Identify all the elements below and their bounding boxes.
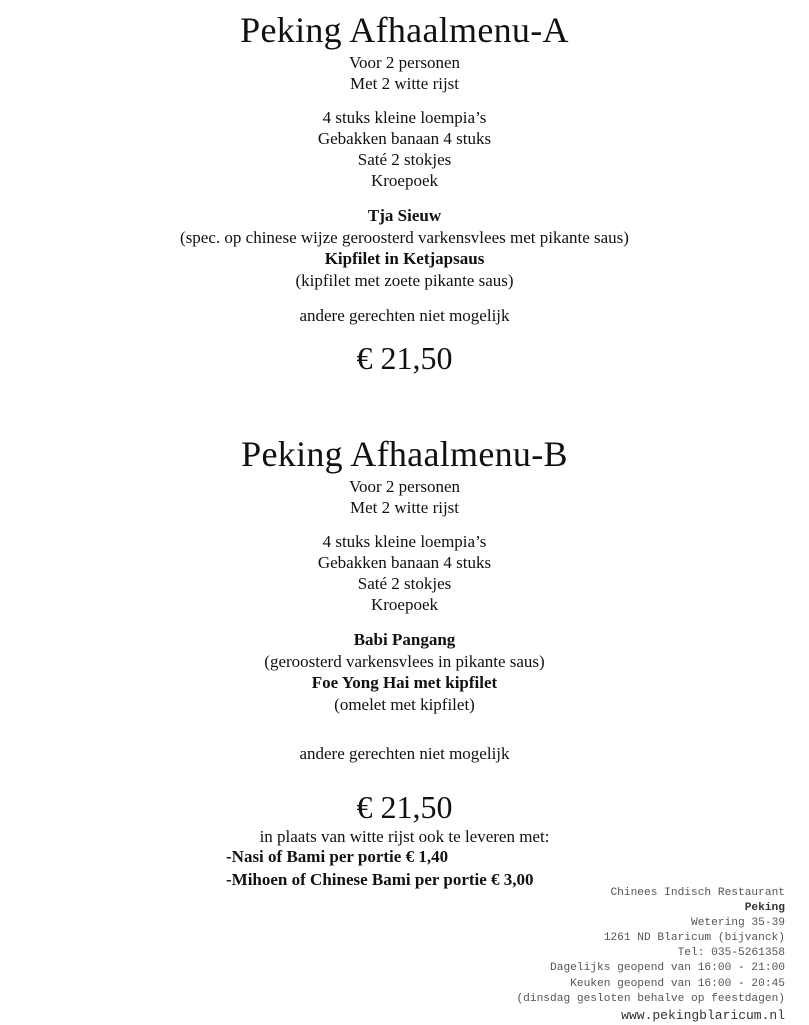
- menu-a-item: Saté 2 stokjes: [357, 150, 452, 169]
- restaurant-city: 1261 ND Blaricum (bijvanck): [603, 932, 785, 945]
- menu-b-item: Gebakken banaan 4 stuks: [317, 553, 492, 572]
- menu-b-dish1-name: Babi Pangang: [353, 630, 456, 649]
- menu-a-section: [0, 8, 809, 377]
- rice-alternative-option: -Nasi of Bami per portie € 1,40: [226, 847, 449, 866]
- rice-alternatives-list: [226, 845, 534, 891]
- menu-b-persons: Voor 2 personen: [348, 477, 461, 496]
- restaurant-type: Chinees Indisch Restaurant: [610, 887, 785, 899]
- menu-b-item: 4 stuks kleine loempia’s: [322, 532, 487, 551]
- rice-alternatives-intro: in plaats van witte rijst ook te leveren met:: [259, 827, 550, 846]
- menu-a-title: Peking Afhaalmenu-A: [240, 10, 569, 50]
- menu-b-title: Peking Afhaalmenu-B: [241, 434, 568, 474]
- menu-a-dish1-name: Tja Sieuw: [367, 206, 442, 225]
- menu-b-dish1-desc: (geroosterd varkensvlees in pikante saus): [264, 652, 545, 671]
- restaurant-contact-block: [516, 886, 785, 1025]
- menu-b-section: [0, 432, 809, 847]
- website-link[interactable]: www.pekingblaricum.nl: [621, 1007, 785, 1023]
- menu-a-item: Kroepoek: [370, 171, 439, 190]
- rice-alternative-option: -Mihoen of Chinese Bami per portie € 3,00: [226, 870, 534, 889]
- menu-a-dish2-desc: (kipfilet met zoete pikante saus): [295, 271, 514, 290]
- menu-b-price: € 21,50: [356, 789, 453, 825]
- menu-a-item: 4 stuks kleine loempia’s: [322, 108, 487, 127]
- restaurant-street: Wetering 35-39: [691, 917, 785, 930]
- kitchen-hours: Keuken geopend van 16:00 - 20:45: [570, 977, 785, 990]
- menu-a-note: andere gerechten niet mogelijk: [299, 306, 510, 325]
- restaurant-name: Peking: [744, 902, 785, 915]
- menu-b-item: Kroepoek: [370, 595, 439, 614]
- menu-a-price: € 21,50: [356, 340, 453, 376]
- menu-a-dish1-desc: (spec. op chinese wijze geroosterd varkensvlees met pikante saus): [180, 228, 629, 247]
- opening-hours: Dagelijks geopend van 16:00 - 21:00: [550, 962, 785, 975]
- menu-a-dish2-name: Kipfilet in Ketjapsaus: [324, 249, 485, 268]
- menu-b-item: Saté 2 stokjes: [357, 574, 452, 593]
- restaurant-phone: Tel: 035-5261358: [677, 947, 785, 960]
- menu-b-note: andere gerechten niet mogelijk: [299, 744, 510, 763]
- closed-note: (dinsdag gesloten behalve op feestdagen): [516, 992, 785, 1005]
- menu-a-persons: Voor 2 personen: [348, 53, 461, 72]
- menu-b-dish2-name: Foe Yong Hai met kipfilet: [311, 673, 498, 692]
- menu-b-rice: Met 2 witte rijst: [349, 498, 460, 517]
- menu-b-dish2-desc: (omelet met kipfilet): [334, 695, 475, 714]
- menu-a-item: Gebakken banaan 4 stuks: [317, 129, 492, 148]
- menu-a-rice: Met 2 witte rijst: [349, 74, 460, 93]
